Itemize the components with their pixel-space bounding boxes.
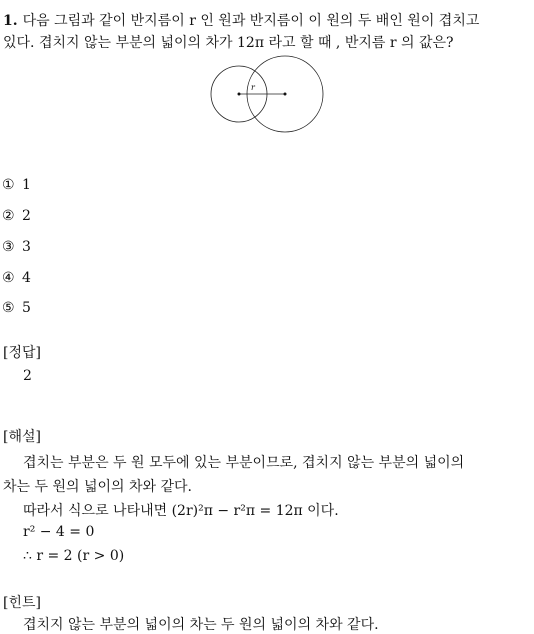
choice-2[interactable] <box>2 208 31 224</box>
question-line-1 <box>3 10 479 30</box>
small-center-dot <box>238 93 241 96</box>
question-line-2: 있다. 겹치지 않는 부분의 넓이의 차가 12π 라고 할 때 , 반지름 r 의 값은? <box>3 35 454 51</box>
choice-3[interactable] <box>2 239 31 255</box>
choice-value: 4 <box>22 270 31 286</box>
overlapping-circles-figure <box>208 55 328 135</box>
explanation-conclusion: ∴ r = 2 (r > 0) <box>23 548 125 564</box>
choice-mark: ① <box>2 177 15 193</box>
choice-4[interactable] <box>2 270 31 286</box>
question-text-1: 다음 그림과 같이 반지름이 r 인 원과 반지름이 이 원의 두 배인 원이 겹치고 <box>22 13 480 29</box>
choice-value: 1 <box>22 177 31 193</box>
answer-heading: [정답] <box>3 345 41 361</box>
explanation-line-1: 겹치는 부분은 두 원 모두에 있는 부분이므로, 겹치지 않는 부분의 넓이의 <box>23 455 465 471</box>
choice-mark: ⑤ <box>2 300 15 316</box>
hint-heading: [힌트] <box>3 595 41 611</box>
explanation-line-2: 차는 두 원의 넓이의 차와 같다. <box>3 479 192 495</box>
question-number: 1. <box>3 13 18 29</box>
choice-mark: ② <box>2 208 15 224</box>
explanation-equation-2: r² − 4 = 0 <box>23 524 95 540</box>
hint-line-1: 겹치지 않는 부분의 넓이의 차는 두 원의 넓이의 차와 같다. <box>23 617 379 633</box>
choice-5[interactable] <box>2 300 31 316</box>
explanation-heading: [해설] <box>3 429 41 445</box>
explanation-equation-1: 따라서 식으로 나타내면 (2r)²π − r²π = 12π 이다. <box>23 503 339 519</box>
choice-mark: ③ <box>2 239 15 255</box>
choice-mark: ④ <box>2 270 15 286</box>
large-center-dot <box>284 93 287 96</box>
choice-value: 2 <box>22 208 31 224</box>
choice-value: 5 <box>22 300 31 316</box>
radius-label: r <box>251 83 255 92</box>
answer-value: 2 <box>23 368 32 384</box>
choice-1[interactable] <box>2 177 31 193</box>
choice-value: 3 <box>22 239 31 255</box>
